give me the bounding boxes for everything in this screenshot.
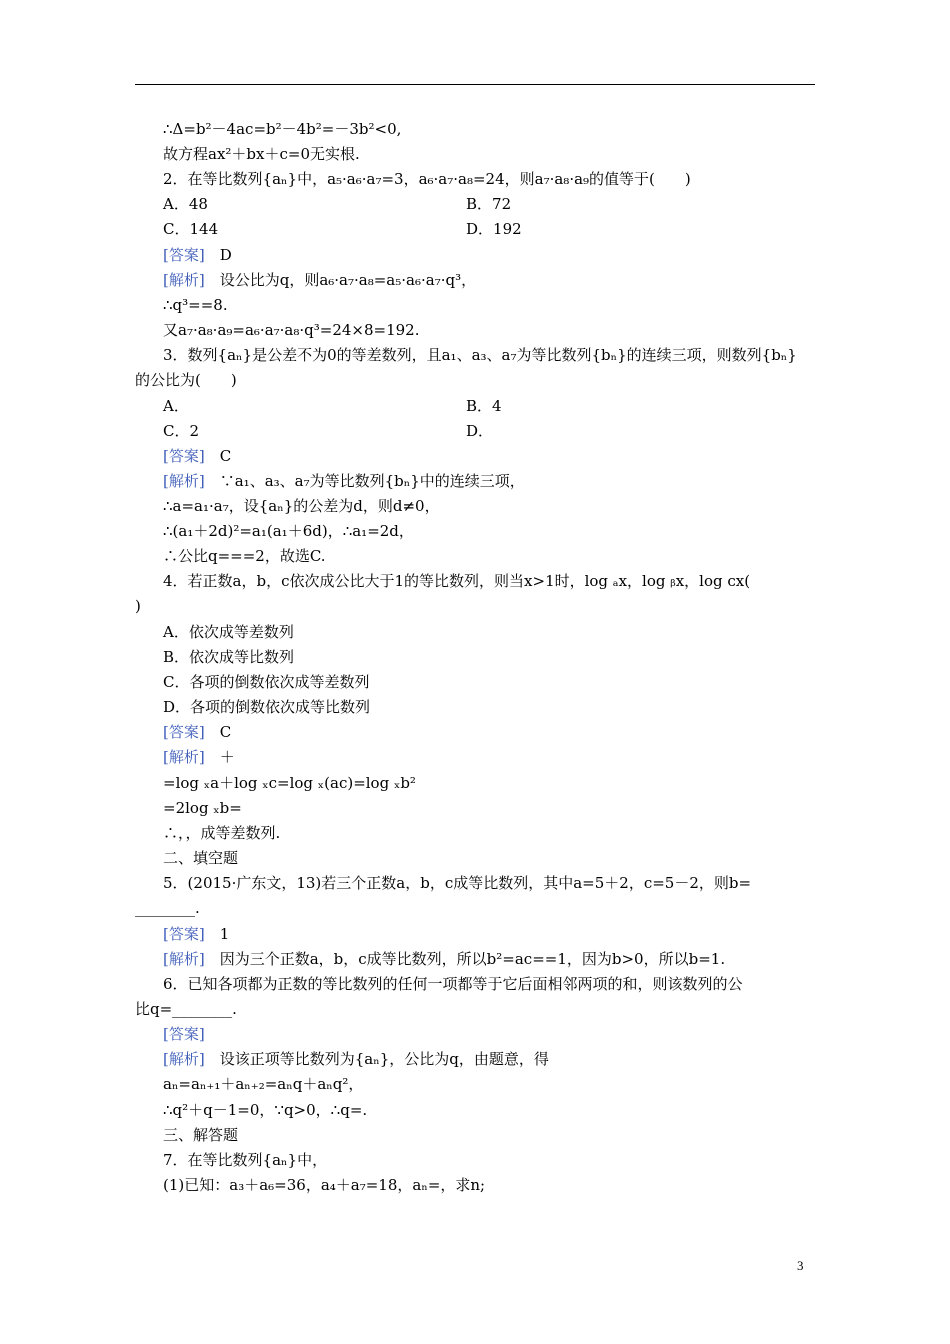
option-b: B．72 <box>466 195 512 213</box>
option-c: C．各项的倒数依次成等差数列 <box>163 673 370 691</box>
question-6: 6．已知各项都为正数的等比数列的任何一项都等于它后面相邻两项的和，则该数列的公 <box>163 975 743 993</box>
answer-value: C <box>219 723 232 741</box>
analysis-text: ∵a₁、a₃、a₇为等比数列{bₙ}中的连续三项， <box>219 472 525 490</box>
text-line: ________. <box>135 899 200 917</box>
page-number: 3 <box>797 1258 804 1273</box>
analysis-tag: [解析] <box>163 472 205 490</box>
text-line: ∴q²＋q－1=0，∵q>0，∴q=. <box>163 1101 368 1119</box>
analysis-tag: [解析] <box>163 1050 205 1068</box>
option-b: B．依次成等比数列 <box>163 648 295 666</box>
analysis-tag: [解析] <box>163 271 205 289</box>
text-line: (1)已知：a₃＋a₆=36，a₄＋a₇=18，aₙ=，求n; <box>163 1176 486 1194</box>
text-line: ) <box>135 597 141 615</box>
answer-line <box>163 1024 205 1044</box>
section-heading: 三、解答题 <box>163 1126 239 1144</box>
analysis-line <box>163 1049 549 1069</box>
answer-value: 1 <box>219 925 230 943</box>
header-rule <box>135 84 815 85</box>
option-d: D．192 <box>466 220 522 238</box>
analysis-text: ＋ <box>219 748 235 766</box>
analysis-tag: [解析] <box>163 748 205 766</box>
text-line: 又a₇·a₈·a₉=a₆·a₇·a₈·q³=24×8=192. <box>163 321 420 339</box>
option-b: B．4 <box>466 397 502 415</box>
question-3: 3．数列{aₙ}是公差不为0的等差数列，且a₁、a₃、a₇为等比数列{bₙ}的连续三项，则数列{bₙ} <box>163 346 797 364</box>
question-5: 5．(2015·广东文，13)若三个正数a，b，c成等比数列，其中a=5＋2，c=5－2，则b= <box>163 874 752 892</box>
text-line: ∴a=a₁·a₇，设{aₙ}的公差为d，则d≠0， <box>163 497 440 515</box>
answer-value: D <box>219 246 232 264</box>
answer-tag: [答案] <box>163 723 205 741</box>
answer-tag: [答案] <box>163 925 205 943</box>
question-2: 2．在等比数列{aₙ}中，a₅·a₆·a₇=3，a₆·a₇·a₈=24，则a₇·a₈·a₉的值等于( ) <box>163 170 691 188</box>
answer-line <box>163 446 231 466</box>
text-line: ∴Δ=b²－4ac=b²－4b²=－3b²<0, <box>163 120 402 138</box>
answer-tag: [答案] <box>163 246 205 264</box>
text-line: =log ₓa＋log ₓc=log ₓ(ac)=log ₓb² <box>163 774 416 792</box>
answer-line <box>163 722 231 742</box>
text-line: ∴(a₁＋2d)²=a₁(a₁＋6d)，∴a₁=2d， <box>163 522 414 540</box>
option-c: C．2 <box>163 422 200 440</box>
analysis-text: 因为三个正数a，b，c成等比数列，所以b²=ac==1，因为b>0，所以b=1. <box>219 950 726 968</box>
analysis-line <box>163 471 525 491</box>
analysis-text: 设该正项等比数列为{aₙ}，公比为q，由题意，得 <box>219 1050 549 1068</box>
text-line: ∴公比q===2，故选C. <box>163 547 326 565</box>
answer-line <box>163 245 232 265</box>
answer-tag: [答案] <box>163 1025 205 1043</box>
text-line: 比q=________. <box>135 1000 237 1018</box>
text-line: =2log ₓb= <box>163 799 242 817</box>
section-heading: 二、填空题 <box>163 849 239 867</box>
text-line: 故方程ax²＋bx＋c=0无实根. <box>163 145 360 163</box>
analysis-line <box>163 747 235 767</box>
option-a: A． <box>163 397 189 415</box>
analysis-text: 设公比为q，则a₆·a₇·a₈=a₅·a₆·a₇·q³， <box>219 271 477 289</box>
text-line: ∴，，成等差数列. <box>163 824 281 842</box>
analysis-tag: [解析] <box>163 950 205 968</box>
text-line: 的公比为( ) <box>135 371 237 389</box>
option-a: A．依次成等差数列 <box>163 623 294 641</box>
option-d: D．各项的倒数依次成等比数列 <box>163 698 371 716</box>
question-4: 4．若正数a，b，c依次成公比大于1的等比数列，则当x>1时，log ₐx，log ᵦx，log ᴄx( <box>163 572 751 590</box>
question-7: 7．在等比数列{aₙ}中， <box>163 1151 328 1169</box>
option-d: D． <box>466 422 494 440</box>
option-c: C．144 <box>163 220 219 238</box>
answer-value: C <box>219 447 232 465</box>
analysis-line <box>163 270 476 290</box>
text-line: ∴q³==8. <box>163 296 228 314</box>
answer-tag: [答案] <box>163 447 205 465</box>
answer-line <box>163 924 229 944</box>
analysis-line <box>163 949 725 969</box>
text-line: aₙ=aₙ₊₁＋aₙ₊₂=aₙq＋aₙq²， <box>163 1075 364 1093</box>
option-a: A．48 <box>163 195 208 213</box>
